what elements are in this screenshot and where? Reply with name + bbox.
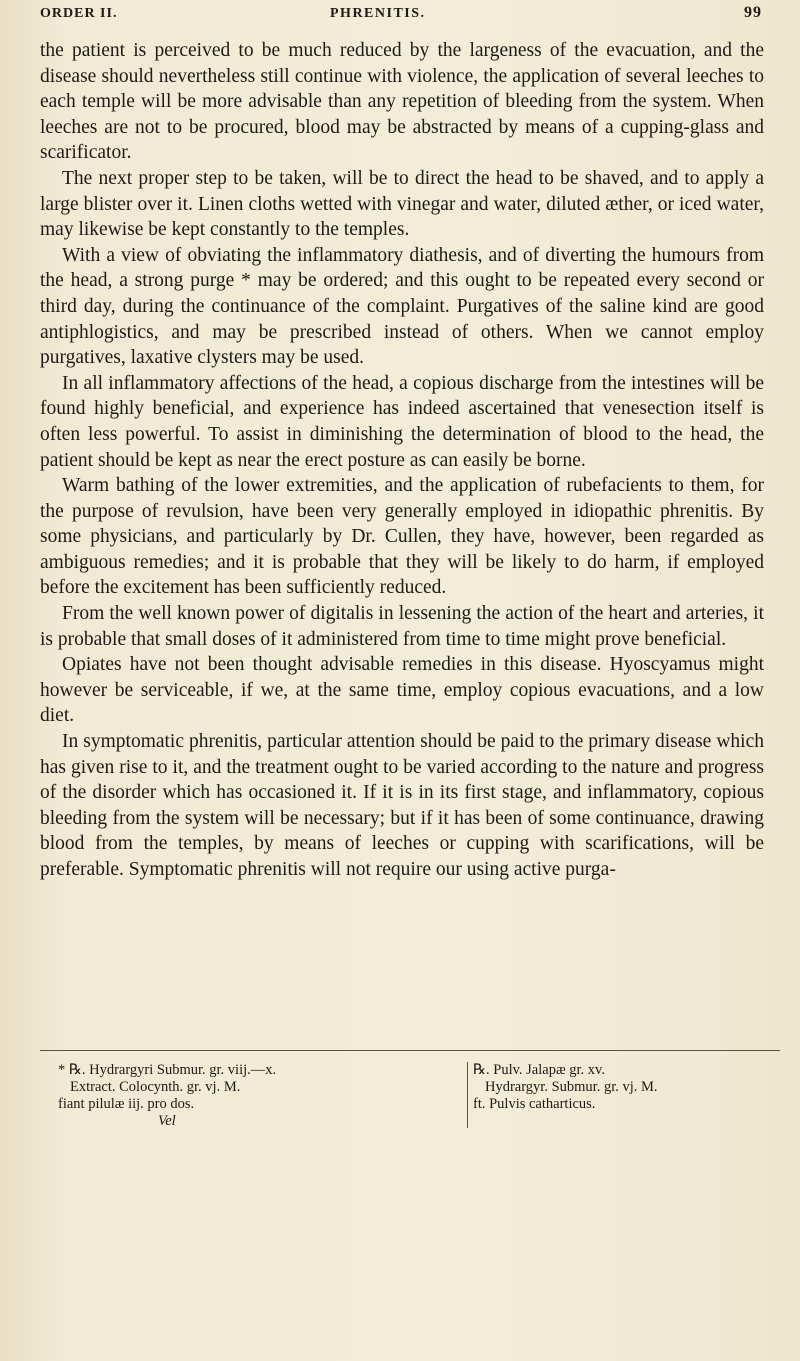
paragraph: Warm bathing of the lower extremities, and the application of rubefacients to them, for the purpose of revulsion, have been very generally employed in idiopathic phrenitis. By some physicians, and particularly by Dr. Cullen, they have, however, been regarded as ambiguous remedies; and it is probable that they will be likely to do harm, if employed before the excitement has been sufficiently reduced.: [40, 475, 764, 599]
footnote-line: Hydrargyr. Submur. gr. vj. M.: [485, 1079, 658, 1095]
footnote-line: Extract. Colocynth. gr. vj. M.: [70, 1079, 241, 1095]
running-header: [40, 6, 762, 32]
paragraph: From the well known power of digitalis in lessening the action of the heart and arteries, it is probable that small doses of it administered from time to time might prove beneficial.: [40, 603, 764, 650]
paragraph: In symptomatic phrenitis, particular attention should be paid to the primary disease which has given rise to it, and the treatment ought to be varied according to the nature and progress of the disorder which has occasioned it. If it is in its first stage, and inflammatory, copious bleeding from the system will be necessary; but if it has been of some continuance, drawing blood from the temples, by means of leeches or cupping with scarifications, will be preferable. Symptomatic phrenitis will not require our using active purga-: [40, 731, 764, 880]
paragraph: In all inflammatory affections of the head, a copious discharge from the intestines will be found highly beneficial, and experience has indeed ascertained that venesection itself is often less powerful. To assist in diminishing the determination of blood to the head, the patient should be kept as near the erect posture as can easily be borne.: [40, 372, 764, 471]
paragraph: Opiates have not been thought advisable remedies in this disease. Hyoscyamus might however be serviceable, if we, at the same time, employ copious evacuations, and a low diet.: [40, 654, 764, 727]
paragraph: the patient is perceived to be much reduced by the largeness of the evacuation, and the disease should nevertheless still continue with violence, the application of several leeches to each temple will be more advisable than any repetition of bleeding from the system. When leeches are not to be procured, blood may be abstracted by means of a cupping-glass and scarificator.: [40, 40, 764, 164]
footnote-line: * ℞. Hydrargyri Submur. gr. viij.—x.: [58, 1062, 277, 1078]
paragraph: The next proper step to be taken, will be to direct the head to be shaved, and to apply a large blister over it. Linen cloths wetted with vinegar and water, diluted æther, or iced water, may likewise be kept constantly to the temples.: [40, 167, 764, 241]
footnote-line: ft. Pulvis catharticus.: [473, 1096, 596, 1112]
paragraph: With a view of obviating the inflammatory diathesis, and of diverting the humours from the head, a strong purge * may be ordered; and this ought to be repeated every second or third day, during the continuance of the complaint. Purgatives of the saline kind are good antiphlogistics, and may be prescribed instead of others. When we cannot employ purgatives, laxative clysters may be used.: [40, 244, 764, 369]
catchword: Vel: [158, 1113, 176, 1129]
footnote-rule: [40, 1050, 780, 1051]
page-number: 99: [744, 4, 762, 21]
footnote-prescription-left: [58, 1062, 428, 1130]
footnote-line: ℞. Pulv. Jalapæ gr. xv.: [473, 1062, 605, 1078]
body-text: [40, 38, 764, 883]
header-order: ORDER II.: [40, 6, 118, 21]
footnote-prescription-right: [467, 1062, 793, 1128]
footnote-line: fiant pilulæ iij. pro dos.: [58, 1096, 195, 1112]
header-title: PHRENITIS.: [330, 6, 426, 21]
